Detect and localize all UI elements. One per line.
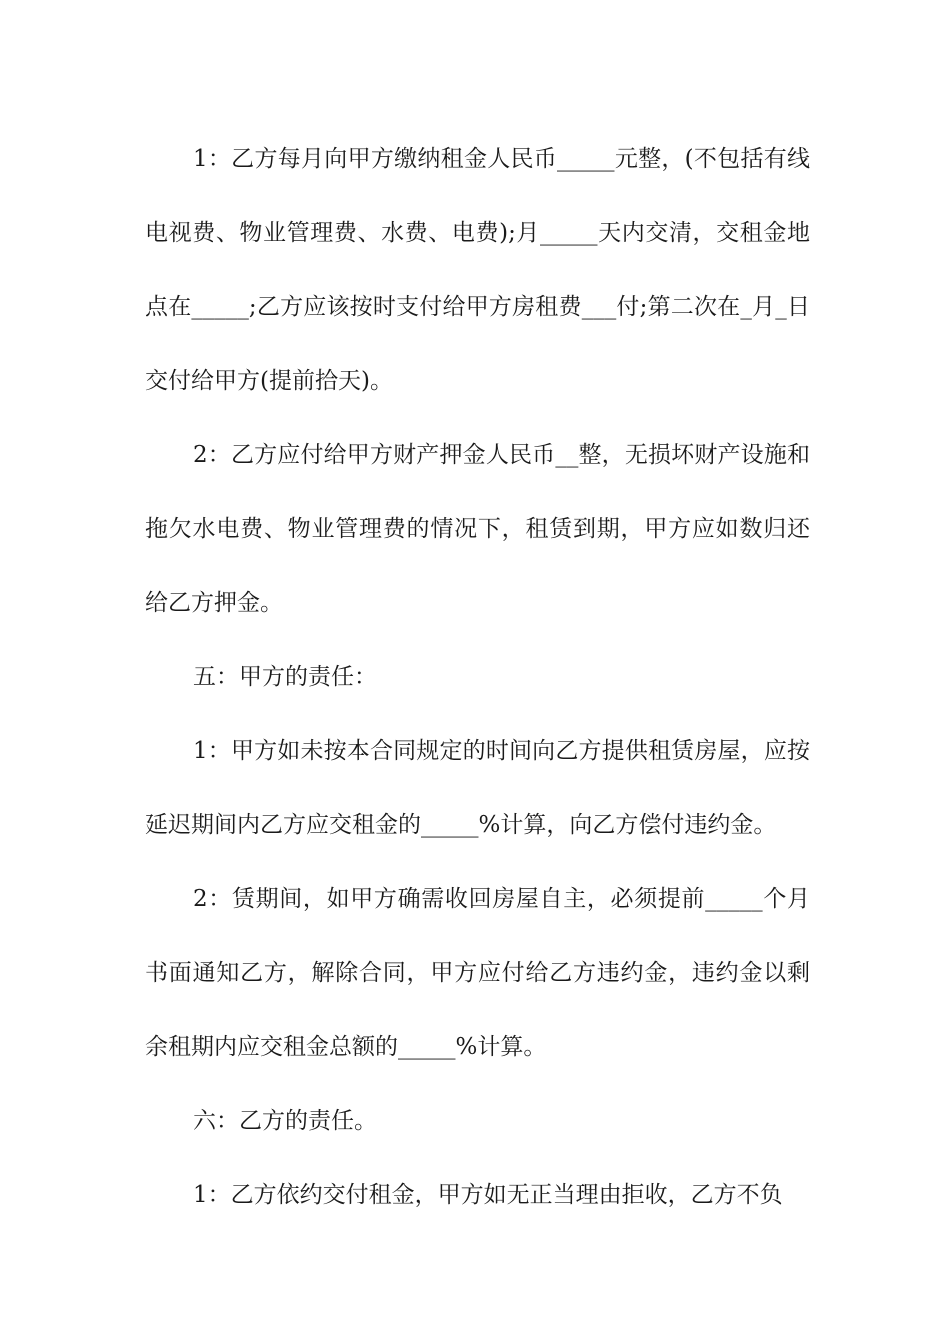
- section-heading-party-a-duties: 五：甲方的责任：: [193, 664, 377, 690]
- paragraph-party-b-rent: 1：乙方依约交付租金，甲方如无正当理由拒收，乙方不负: [193, 1182, 783, 1208]
- paragraph-party-a-delay: 1：甲方如未按本合同规定的时间向乙方提供租赁房屋，应按延迟期间内乙方应交租金的_____%计算，向乙方偿付违约金。: [145, 738, 810, 838]
- paragraph-party-a-reclaim: 2：赁期间，如甲方确需收回房屋自主，必须提前_____个月书面通知乙方，解除合同，甲方应付给乙方违约金，违约金以剩余租期内应交租金总额的_____%计算。: [145, 886, 810, 1060]
- paragraph-rent-payment: 1：乙方每月向甲方缴纳租金人民币_____元整，(不包括有线电视费、物业管理费、水费、电费);月_____天内交清，交租金地点在_____;乙方应该按时支付给甲方房租费___付;第二次在_月_日交付给甲方(提前拾天)。: [145, 146, 810, 394]
- section-heading-party-b-duties: 六：乙方的责任。: [193, 1108, 377, 1134]
- document-body: [145, 122, 810, 1232]
- paragraph-deposit: 2：乙方应付给甲方财产押金人民币__整，无损坏财产设施和拖欠水电费、物业管理费的情况下，租赁到期，甲方应如数归还给乙方押金。: [145, 442, 810, 616]
